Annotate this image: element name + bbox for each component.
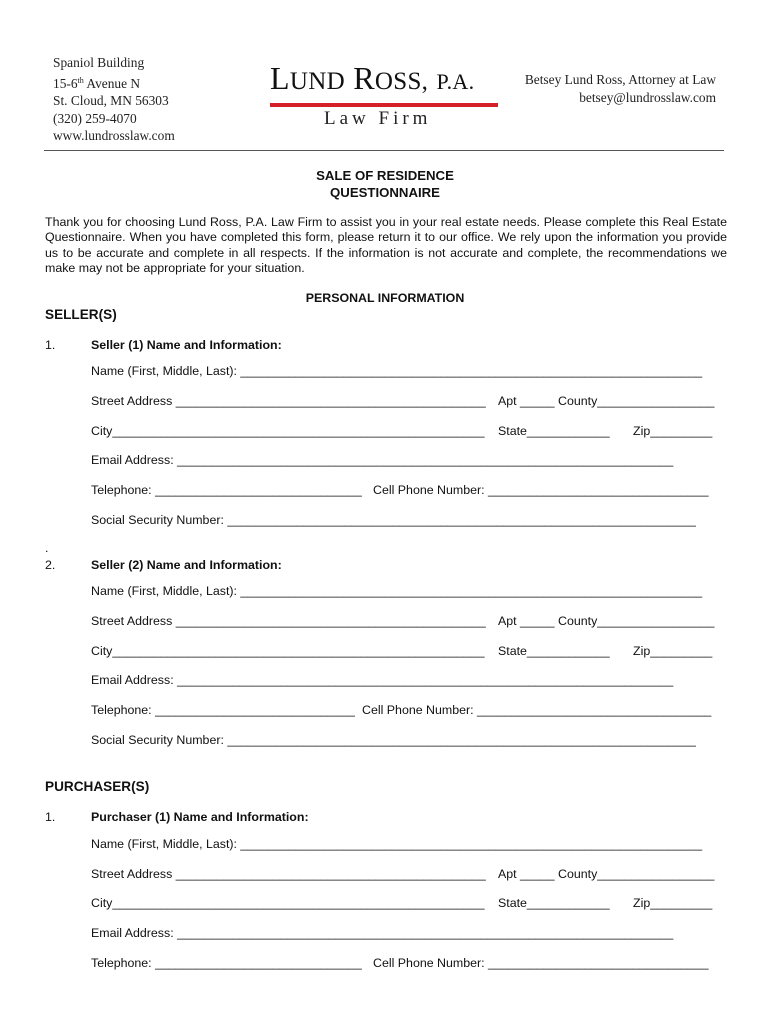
header-divider <box>44 150 724 151</box>
seller1-street-field[interactable]: Street Address _____________________________________________ <box>91 394 486 408</box>
seller1-email-field[interactable]: Email Address: ________________________________________________________________________ <box>91 453 674 467</box>
seller1-zip-field[interactable]: Zip_________ <box>633 424 713 438</box>
seller1-state-field[interactable]: State____________ <box>498 424 610 438</box>
purchaser1-email-field[interactable]: Email Address: ________________________________________________________________________ <box>91 926 674 940</box>
document-title-line2: QUESTIONNAIRE <box>330 185 440 200</box>
seller2-email-field[interactable]: Email Address: ________________________________________________________________________ <box>91 673 674 687</box>
purchaser1-county-field[interactable]: County_________________ <box>558 867 715 881</box>
seller2-cell-field[interactable]: Cell Phone Number: __________________________________ <box>362 703 712 717</box>
seller2-zip-field[interactable]: Zip_________ <box>633 644 713 658</box>
personal-information-heading: PERSONAL INFORMATION <box>305 291 465 305</box>
seller2-apt-field[interactable]: Apt _____ <box>498 614 555 628</box>
purchaser1-title: Purchaser (1) Name and Information: <box>91 810 309 824</box>
seller1-apt-field[interactable]: Apt _____ <box>498 394 555 408</box>
firm-phone: (320) 259-4070 <box>53 110 137 126</box>
seller2-number: 2. <box>45 558 56 572</box>
seller2-city-field[interactable]: City______________________________________________________ <box>91 644 485 658</box>
firm-building: Spaniol Building <box>53 55 145 70</box>
purchaser1-zip-field[interactable]: Zip_________ <box>633 896 713 910</box>
firm-website: www.lundrosslaw.com <box>53 128 175 144</box>
seller2-telephone-field[interactable]: Telephone: _____________________________ <box>91 703 355 717</box>
seller1-telephone-field[interactable]: Telephone: ______________________________ <box>91 483 362 497</box>
attorney-email: betsey@lundrosslaw.com <box>579 89 716 105</box>
document-title-line1: SALE OF RESIDENCE <box>316 168 454 183</box>
seller2-street-field[interactable]: Street Address _____________________________________________ <box>91 614 486 628</box>
firm-street: 15-6th Avenue N <box>53 75 141 91</box>
seller2-ssn-field[interactable]: Social Security Number: ____________________________________________________________________ <box>91 733 696 747</box>
purchaser1-apt-field[interactable]: Apt _____ <box>498 867 555 881</box>
logo-red-rule <box>270 103 498 107</box>
seller1-county-field[interactable]: County_________________ <box>558 394 715 408</box>
seller2-state-field[interactable]: State____________ <box>498 644 610 658</box>
purchaser1-city-field[interactable]: City______________________________________________________ <box>91 896 485 910</box>
logo-wordmark: LUND ROSS, P.A. <box>270 60 475 96</box>
intro-paragraph: Thank you for choosing Lund Ross, P.A. Law Firm to assist you in your real estate needs. Please complete this Real Estate Questionnaire. When you have completed this form, please return it to our office. We rely upon the information you provide us to be accurate and complete in all respects. If the information is not accurate and complete, the recommendations we make may not be appropriate for your situation. <box>45 215 727 276</box>
seller1-number: 1. <box>45 338 56 352</box>
seller1-ssn-field[interactable]: Social Security Number: ____________________________________________________________________ <box>91 513 696 527</box>
purchaser1-number: 1. <box>45 810 56 824</box>
purchaser1-state-field[interactable]: State____________ <box>498 896 610 910</box>
sellers-heading: SELLER(S) <box>45 307 117 322</box>
seller1-city-field[interactable]: City______________________________________________________ <box>91 424 485 438</box>
purchaser1-cell-field[interactable]: Cell Phone Number: ________________________________ <box>373 956 709 970</box>
firm-address <box>53 54 175 145</box>
purchasers-heading: PURCHASER(S) <box>45 779 150 794</box>
seller1-cell-field[interactable]: Cell Phone Number: ________________________________ <box>373 483 709 497</box>
attorney-contact <box>525 71 716 106</box>
logo-subtitle: Law Firm <box>324 108 432 129</box>
purchaser1-name-field[interactable]: Name (First, Middle, Last): ___________________________________________________________________ <box>91 837 703 851</box>
stray-dot: . <box>45 541 49 555</box>
firm-logo <box>270 60 498 132</box>
attorney-name: Betsey Lund Ross, Attorney at Law <box>524 72 716 87</box>
seller2-name-field[interactable]: Name (First, Middle, Last): ___________________________________________________________________ <box>91 584 703 598</box>
seller2-title: Seller (2) Name and Information: <box>91 558 282 572</box>
seller2-county-field[interactable]: County_________________ <box>558 614 715 628</box>
firm-city: St. Cloud, MN 56303 <box>53 93 169 109</box>
purchaser1-telephone-field[interactable]: Telephone: ______________________________ <box>91 956 362 970</box>
seller1-name-field[interactable]: Name (First, Middle, Last): ___________________________________________________________________ <box>91 364 703 378</box>
purchaser1-street-field[interactable]: Street Address _____________________________________________ <box>91 867 486 881</box>
seller1-title: Seller (1) Name and Information: <box>91 338 282 352</box>
